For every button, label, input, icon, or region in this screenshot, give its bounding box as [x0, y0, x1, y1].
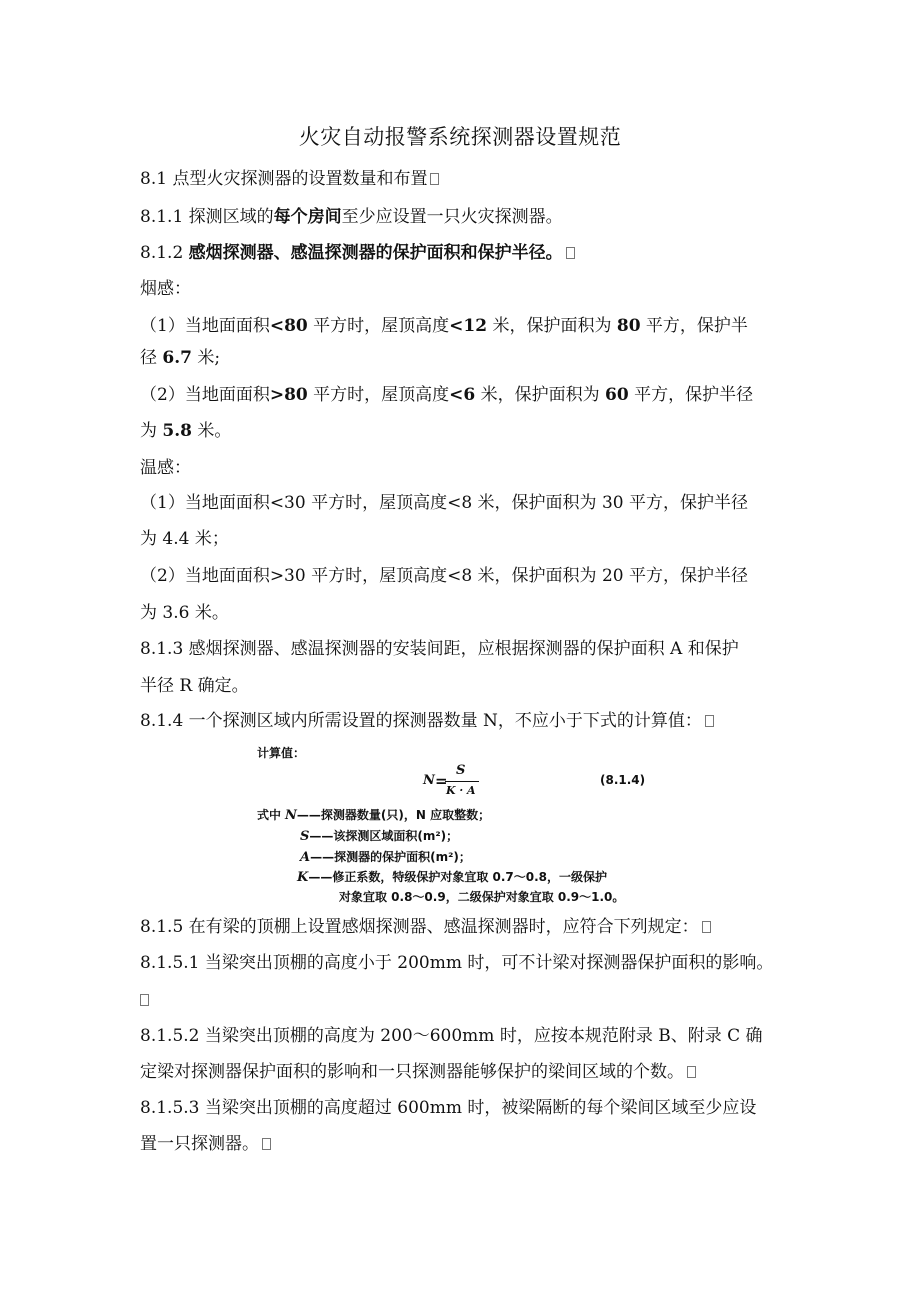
- formula-numerator: S: [456, 763, 466, 778]
- formula-def-a: A——探测器的保护面积(m²)；: [300, 850, 471, 865]
- formula-figure: [255, 740, 665, 906]
- section-8-1-5-2-line2: 定梁对探测器保护面积的影响和一只探测器能够保护的梁间区域的个数。: [140, 1059, 696, 1085]
- heat-item-2-line2: 为 3.6 米。: [140, 603, 229, 623]
- formula-equation-number: (8.1.4): [600, 773, 646, 787]
- document-title: 火灾自动报警系统探测器设置规范: [298, 125, 622, 149]
- section-8-1-3-line2: 半径 R 确定。: [140, 676, 249, 696]
- heat-label: 温感：: [140, 458, 191, 478]
- heat-item-1-line1: （1）当地面面积<30 平方时，屋顶高度<8 米，保护面积为 30 平方，保护半径: [140, 493, 748, 513]
- placeholder-box-icon: [702, 921, 711, 933]
- section-8-1-5-3-line1: 8.1.5.3 当梁突出顶棚的高度超过 600mm 时，被梁隔断的每个梁间区域至少应设: [140, 1098, 757, 1118]
- placeholder-box-icon: [430, 173, 439, 185]
- formula-heading: 计算值：: [257, 746, 306, 760]
- heat-item-2-line1: （2）当地面面积>30 平方时，屋顶高度<8 米，保护面积为 20 平方，保护半径: [140, 566, 748, 586]
- placeholder-box-icon: [262, 1138, 271, 1150]
- smoke-item-2-line1: （2）当地面面积>80 平方时，屋顶高度<6 米，保护面积为 60 平方，保护半径: [140, 385, 754, 405]
- smoke-item-1-line1: （1）当地面面积<80 平方时，屋顶高度<12 米，保护面积为 80 平方，保护半: [140, 316, 748, 336]
- fraction-bar: [445, 781, 479, 782]
- formula-def-k: K——修正系数，特级保护对象宜取 0.7～0.8，一级保护: [297, 870, 608, 885]
- section-8-1-5: 8.1.5 在有梁的顶棚上设置感烟探测器、感温探测器时，应符合下列规定：: [140, 914, 711, 940]
- section-8-1: 8.1 点型火灾探测器的设置数量和布置: [140, 166, 439, 192]
- section-8-1-2: 8.1.2 感烟探测器、感温探测器的保护面积和保护半径。: [140, 240, 575, 266]
- section-8-1-5-2-line1: 8.1.5.2 当梁突出顶棚的高度为 200～600mm 时，应按本规范附录 B、附录 C 确: [140, 1026, 763, 1046]
- section-8-1-5-1: 8.1.5.1 当梁突出顶棚的高度小于 200mm 时，可不计梁对探测器保护面积的影响。: [140, 953, 774, 973]
- section-8-1-4: 8.1.4 一个探测区域内所需设置的探测器数量 N，不应小于下式的计算值：: [140, 708, 714, 734]
- smoke-item-2-line2: 为 5.8 米。: [140, 421, 232, 441]
- section-8-1-1: 8.1.1 探测区域的每个房间至少应设置一只火灾探测器。: [140, 207, 563, 227]
- section-8-1-3-line1: 8.1.3 感烟探测器、感温探测器的安装间距，应根据探测器的保护面积 A 和保护: [140, 639, 739, 659]
- placeholder-box-icon: [687, 1066, 696, 1078]
- smoke-item-1-line2: 径 6.7 米;: [140, 348, 221, 368]
- placeholder-box-icon: [140, 994, 149, 1006]
- formula-def-k-cont: 对象宜取 0.8～0.9，二级保护对象宜取 0.9～1.0。: [339, 890, 625, 904]
- section-8-1-5-1-cont: [140, 987, 149, 1013]
- formula-where: 式中: [257, 808, 282, 822]
- formula-def-s: S——该探测区域面积(m²)；: [300, 829, 459, 844]
- formula-lhs: N: [423, 773, 435, 788]
- smoke-label: 烟感：: [140, 279, 191, 299]
- placeholder-box-icon: [566, 247, 575, 259]
- placeholder-box-icon: [705, 715, 714, 727]
- formula-def-n: N——探测器数量(只)，N 应取整数；: [285, 808, 491, 823]
- formula-denominator: K · A: [446, 784, 476, 797]
- heat-item-1-line2: 为 4.4 米；: [140, 529, 229, 549]
- section-8-1-5-3-line2: 置一只探测器。: [140, 1131, 271, 1157]
- formula-equals: =: [435, 772, 448, 790]
